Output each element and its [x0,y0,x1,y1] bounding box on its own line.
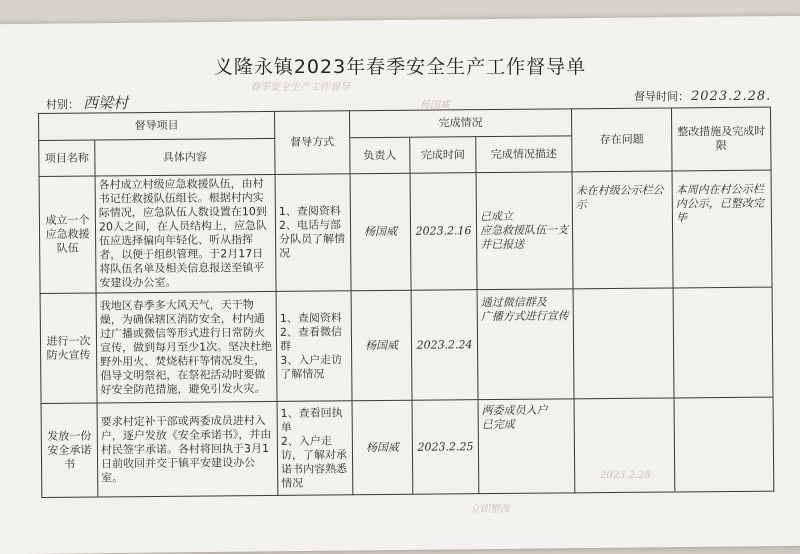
item-content: 各村成立村级应急救援队伍，由村书记任救援队伍组长。根据村内实际情况，应急队伍人数设置在10到20人之间，在人员结构上，应急队伍应选择偏向年轻化、听从指挥者，以便于组织管理。于2月17日将队伍名单及相关信息报送至镇平安建设办公室。 [95,174,276,293]
item-time: 2023.2.24 [411,290,478,401]
item-person: 杨国威 [350,173,411,291]
item-issue [573,288,674,399]
header-done-time: 完成时间 [410,137,476,174]
header-person: 负责人 [350,137,410,174]
item-person: 杨国威 [351,290,412,401]
header-rectify: 整改措施及完成时限 [671,107,771,171]
item-content: 我地区春季多大风天气，天干物燥，为确保辖区消防安全，村内通过广播或微信等形式进行日常防火宣传，做到每月至少1次。坚决杜绝野外用火、焚烧秸秆等情况发生，倡导文明祭祀，在祭祀活动时要做好安全防范措施，避免引发火灾。 [96,291,277,403]
supervision-table [38,107,774,498]
item-desc: 通过微信群及 广播方式进行宣传 [477,289,574,400]
date-label: 督导时间： [634,90,689,103]
item-issue: 未在村级公示栏公示 [572,171,673,289]
table-row [40,287,773,403]
item-desc: 已成立 应急救援队伍一支 并已报送 [476,172,573,290]
item-method: 1、查看回执单 2、入户走访，了解对承诺书内容熟悉情况 [277,401,353,496]
header-project: 督导项目 [39,111,275,140]
date-value: 2023.2.28. [691,89,772,104]
header-done-desc: 完成情况描述 [476,136,572,173]
item-time: 2023.2.16 [410,173,477,291]
village-label: 村别： [46,98,79,111]
item-desc: 两委成员入户 已完成 [478,399,575,494]
document-title: 义隆永镇2023年春季安全生产工作督导单 [213,56,587,78]
header-row-1 [39,107,771,140]
village-value: 西梁村 [83,94,129,112]
item-fix [674,397,774,492]
item-fix: 本周内在村公示栏内公示，已整改完毕 [672,170,772,288]
table-row [39,170,772,293]
header-item-name: 项目名称 [39,140,95,176]
item-name: 进行一次防火宣传 [40,293,97,403]
village-field [46,92,128,113]
item-content: 要求村定补干部或两委成员进村入户，逐户发放《安全承诺书》，并由村民签字承诺。各村将回执于3月1日前收回并交于镇平安建设办公室。 [97,401,278,497]
bleed-through-mark: 2023.2.28 [600,470,651,481]
table-row [41,397,774,497]
bleed-through-mark: 春季安全生产工作督导 [250,82,350,93]
item-method: 1、查阅资料 2、查看微信群 3、入户走访了解情况 [276,291,352,402]
item-method: 1、查阅资料 2、电话与部分队员了解情况 [275,174,351,292]
header-content: 具体内容 [95,138,275,176]
header-issues: 存在问题 [571,108,672,172]
item-fix [673,287,773,398]
item-name: 成立一个应急救援队伍 [39,176,96,293]
header-completion: 完成情况 [349,109,571,138]
header-method: 督导方式 [274,111,350,175]
item-name: 发放一份安全承诺书 [41,403,98,497]
bleed-through-mark: 立即整改 [470,504,510,515]
bleed-through-mark: 杨国威 [420,100,450,111]
item-time: 2023.2.25 [412,400,479,495]
date-field [634,88,771,104]
item-person: 杨国威 [352,400,413,495]
